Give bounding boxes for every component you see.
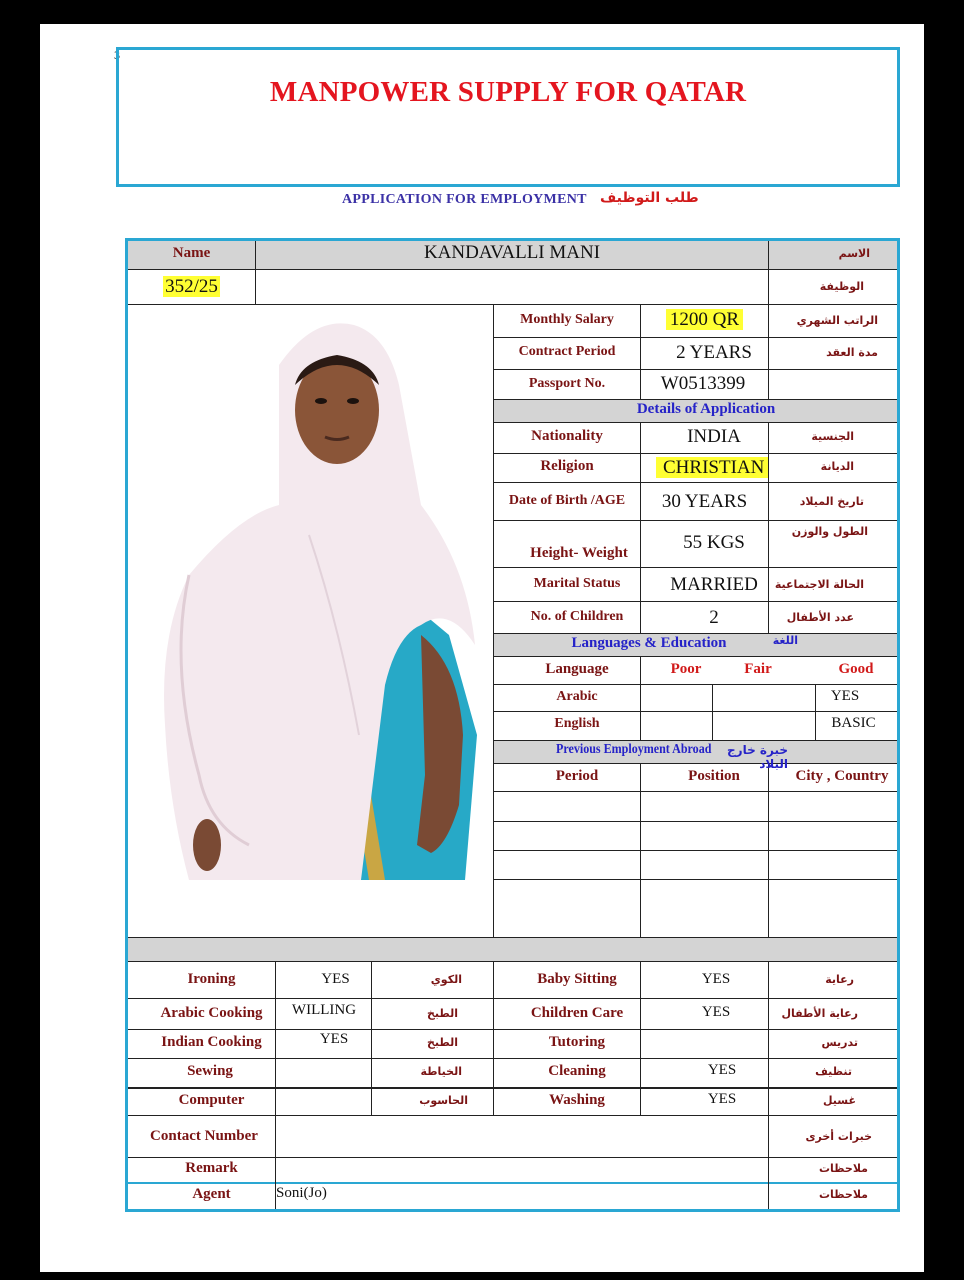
contact-number-arabic: خبرات أخرى <box>805 1130 872 1143</box>
nationality-arabic: الجنسية <box>811 430 854 443</box>
poor-col-header: Poor <box>670 661 702 677</box>
arabic-level: YES <box>830 688 860 704</box>
good-col-header: Good <box>838 661 874 677</box>
contract-period-label: Contract Period <box>518 344 616 359</box>
ironing-value: YES <box>321 971 350 987</box>
contact-number-label: Contact Number <box>150 1128 258 1144</box>
english-level: BASIC <box>831 715 876 731</box>
washing-label: Washing <box>549 1092 605 1108</box>
details-heading: Details of Application <box>636 401 776 417</box>
document-title: MANPOWER SUPPLY FOR QATAR <box>269 76 747 108</box>
indian-cooking-arabic: الطبخ <box>426 1036 458 1049</box>
applicant-name: KANDAVALLI MANI <box>423 242 601 263</box>
children-value: 2 <box>709 607 719 628</box>
contract-period-arabic: مدة العقد <box>826 346 878 359</box>
nationality-label: Nationality <box>531 428 603 444</box>
applicant-photo <box>129 305 491 880</box>
english-language-label: English <box>554 716 600 731</box>
page-marker: 3 <box>114 48 120 62</box>
agent-value: Soni(Jo) <box>276 1185 327 1201</box>
fair-col-header: Fair <box>744 661 772 677</box>
age-value: 30 YEARS <box>661 491 748 512</box>
passport-label: Passport No. <box>528 376 606 391</box>
marital-status-label: Marital Status <box>533 576 621 591</box>
children-label: No. of Children <box>530 609 624 624</box>
monthly-salary-arabic: الراتب الشهري <box>796 314 878 327</box>
children-care-label: Children Care <box>530 1005 624 1021</box>
cleaning-label: Cleaning <box>548 1063 606 1079</box>
arabic-cooking-value: WILLING <box>291 1002 357 1018</box>
washing-arabic: غسيل <box>822 1094 856 1107</box>
reference-number: 352/25 <box>165 276 218 297</box>
photo-illustration <box>129 305 491 880</box>
cleaning-value: YES <box>707 1062 737 1078</box>
computer-label: Computer <box>178 1092 245 1108</box>
passport-number: W0513399 <box>660 373 746 394</box>
marital-status-arabic: الحالة الاجتماعية <box>774 578 864 591</box>
remark-arabic: ملاحظات <box>819 1162 868 1175</box>
arabic-cooking-arabic: الطبخ <box>426 1007 458 1020</box>
name-label: Name <box>172 245 211 261</box>
indian-cooking-value: YES <box>319 1031 349 1047</box>
height-weight-label: Height- Weight <box>530 545 628 561</box>
washing-value: YES <box>707 1091 737 1107</box>
title-box <box>116 47 900 187</box>
nationality-value: INDIA <box>687 426 741 447</box>
contract-period-value: 2 YEARS <box>676 342 752 363</box>
ironing-label: Ironing <box>187 971 236 987</box>
children-care-value: YES <box>701 1004 731 1020</box>
monthly-salary-label: Monthly Salary <box>520 312 614 327</box>
sewing-label: Sewing <box>187 1063 233 1079</box>
city-country-col-header: City , Country <box>795 768 889 784</box>
application-subtitle-arabic: طلب التوظيف <box>600 190 699 206</box>
tutoring-label: Tutoring <box>548 1034 606 1050</box>
agent-label: Agent <box>192 1186 231 1202</box>
marital-status-value: MARRIED <box>670 574 758 595</box>
height-weight-arabic: الطول والوزن <box>791 525 868 538</box>
language-col-header: Language <box>545 661 609 677</box>
employment-heading: Previous Employment Abroad <box>556 742 712 757</box>
weight-value: 55 KGS <box>683 532 745 553</box>
date-of-birth-arabic: تاريخ الميلاد <box>799 495 864 508</box>
arabic-cooking-label: Arabic Cooking <box>160 1005 263 1021</box>
name-label-arabic: الاسم <box>838 247 870 260</box>
religion-arabic: الديانة <box>820 460 854 473</box>
ironing-arabic: الكوي <box>430 973 462 986</box>
sewing-arabic: الخياطة <box>420 1065 462 1078</box>
computer-arabic: الحاسوب <box>419 1094 468 1107</box>
baby-sitting-label: Baby Sitting <box>537 971 617 987</box>
cleaning-arabic: تنظيف <box>815 1065 852 1078</box>
employment-heading-arabic: خبرة خارج البلاد <box>727 743 788 771</box>
tutoring-arabic: تدريس <box>821 1036 858 1049</box>
position-col-header: Position <box>688 768 740 784</box>
arabic-language-label: Arabic <box>556 689 598 704</box>
period-col-header: Period <box>555 768 599 784</box>
baby-sitting-arabic: رعاية <box>825 973 854 986</box>
children-care-arabic: رعاية الأطفال <box>781 1007 858 1020</box>
religion-value: CHRISTIAN <box>656 457 768 479</box>
languages-heading: Languages & Education <box>571 635 727 651</box>
religion-label: Religion <box>540 458 594 474</box>
monthly-salary-value: 1200 QR <box>641 309 768 331</box>
languages-heading-arabic: اللغة <box>772 634 798 647</box>
date-of-birth-label: Date of Birth /AGE <box>508 493 626 508</box>
remark-label: Remark <box>185 1160 238 1176</box>
skills-separator-band <box>128 937 897 961</box>
reference-label-arabic: الوظيفة <box>819 280 864 293</box>
children-arabic: عدد الأطفال <box>786 611 854 624</box>
application-subtitle: APPLICATION FOR EMPLOYMENT <box>342 192 587 207</box>
agent-arabic: ملاحظات <box>819 1188 868 1201</box>
baby-sitting-value: YES <box>701 971 731 987</box>
indian-cooking-label: Indian Cooking <box>161 1034 262 1050</box>
